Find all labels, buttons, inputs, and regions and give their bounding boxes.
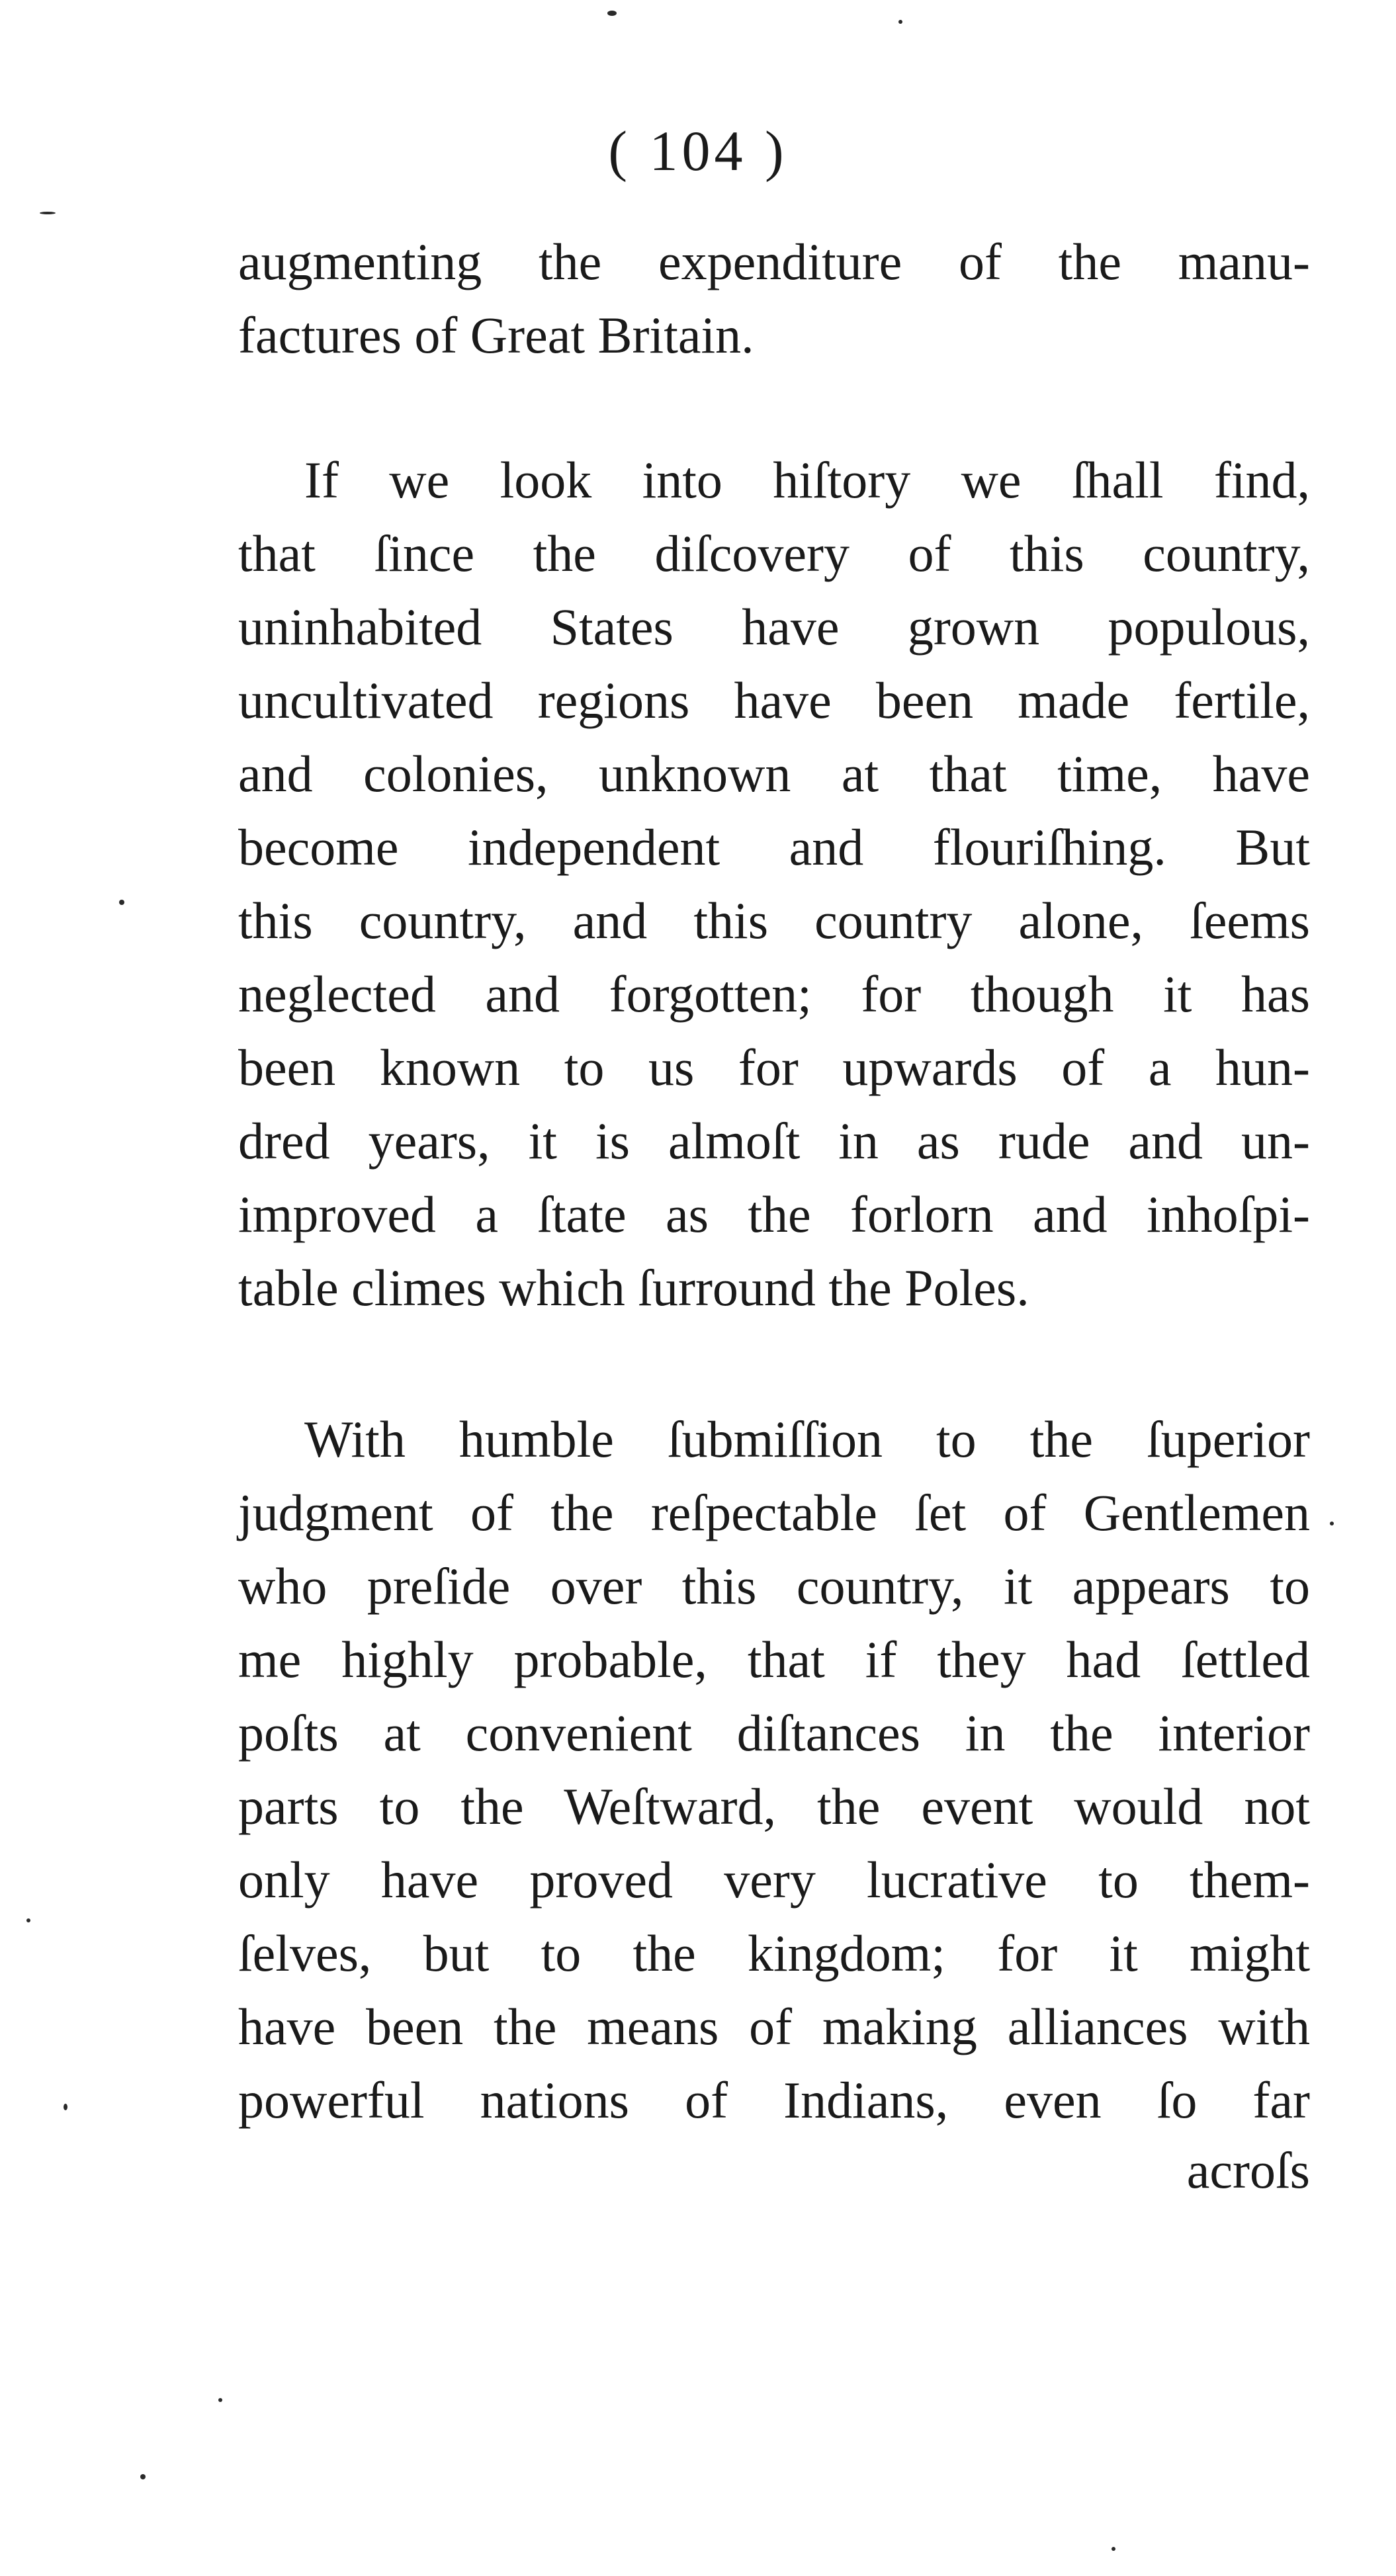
text-line: this country, and this country alone, ſeems	[238, 892, 1310, 949]
print-speck	[64, 2104, 67, 2110]
print-speck	[898, 20, 902, 24]
print-speck	[218, 2398, 222, 2402]
text-line: and colonies, unknown at that time, have	[238, 745, 1310, 802]
paragraph-1	[238, 225, 1310, 372]
paragraph-2	[238, 443, 1310, 1324]
text-line: have been the means of making alliances with	[238, 1998, 1310, 2055]
catchword: acroſs	[1186, 2141, 1310, 2199]
text-line: table climes which ſurround the Poles.	[238, 1259, 1029, 1316]
text-line: that ſince the diſcovery of this country,	[238, 525, 1310, 582]
print-speck	[607, 11, 617, 16]
text-line: poſts at convenient diſtances in the interior	[238, 1704, 1310, 1762]
paragraph-3	[238, 1402, 1310, 2137]
text-line: neglected and forgotten; for though it has	[238, 965, 1310, 1023]
text-line: parts to the Weſtward, the event would not	[238, 1778, 1310, 1835]
text-line: If we look into hiſtory we ſhall find,	[304, 451, 1310, 509]
print-speck	[26, 1918, 30, 1922]
text-line: augmenting the expenditure of the manu-	[238, 233, 1310, 290]
text-line: judgment of the reſpectable ſet of Gentlemen	[238, 1484, 1310, 1541]
print-speck	[1112, 2547, 1115, 2551]
text-line: been known to us for upwards of a hun-	[238, 1039, 1310, 1096]
text-line: powerful nations of Indians, even ſo far	[238, 2071, 1310, 2129]
text-line: uninhabited States have grown populous,	[238, 598, 1310, 656]
text-line: dred years, it is almoſt in as rude and un-	[238, 1112, 1310, 1170]
print-speck	[40, 212, 56, 214]
text-line: only have proved very lucrative to them-	[238, 1851, 1310, 1909]
text-line: who preſide over this country, it appears to	[238, 1557, 1310, 1615]
text-line: become independent and flouriſhing. But	[238, 818, 1310, 876]
page-number: ( 104 )	[608, 119, 788, 183]
print-speck	[1330, 1522, 1334, 1525]
text-line: With humble ſubmiſſion to the ſuperior	[304, 1410, 1310, 1468]
text-line: improved a ſtate as the forlorn and inhoſpi-	[238, 1185, 1310, 1243]
print-speck	[140, 2474, 146, 2479]
text-line: uncultivated regions have been made fertile,	[238, 671, 1310, 729]
text-line: me highly probable, that if they had ſettled	[238, 1631, 1310, 1688]
text-line: ſelves, but to the kingdom; for it might	[238, 1924, 1310, 1982]
text-line: factures of Great Britain.	[238, 306, 754, 364]
print-speck	[119, 900, 124, 905]
